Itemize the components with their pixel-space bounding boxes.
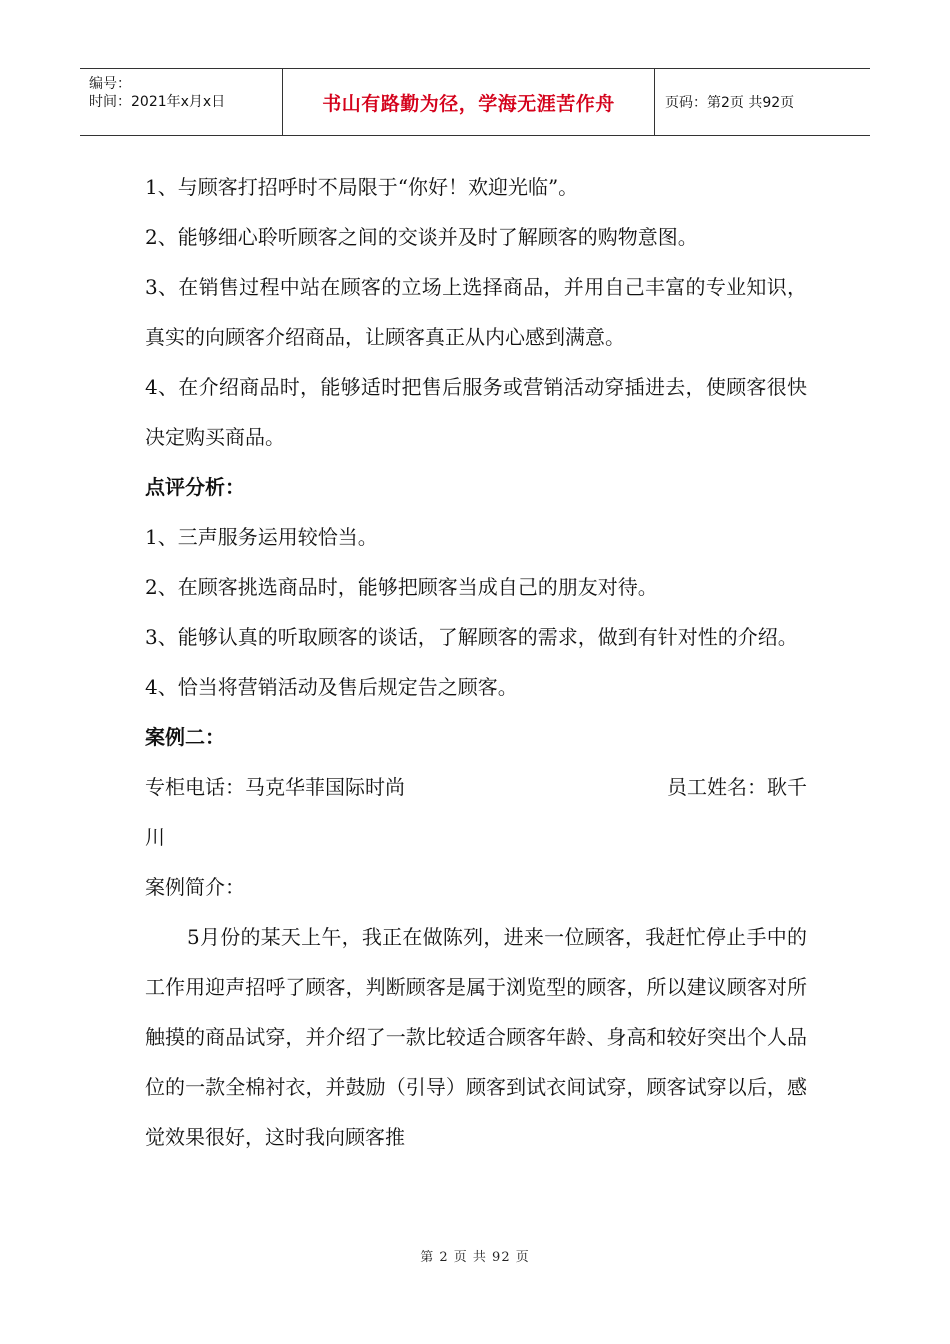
paragraph-1: 1、与顾客打招呼时不局限于“你好！欢迎光临”。 [145, 175, 579, 199]
date-label: 时间：2021年x月x日 [89, 94, 226, 110]
review-item-3: 3、能够认真的听取顾客的谈话，了解顾客的需求，做到有针对性的介绍。 [145, 625, 798, 649]
case-description: 5月份的某天上午，我正在做陈列，进来一位顾客，我赶忙停止手中的工作用迎声招呼了顾客，判断顾客是属于浏览型的顾客，所以建议顾客对所触摸的商品试穿，并介绍了一款比较适合顾客年龄、身高和较好突出个人品位的一款全棉衬衣，并鼓励（引导）顾客到试衣间试穿，顾客试穿以后，感觉效果很好，这时我向顾客推 [145, 925, 807, 1149]
case-two-heading: 案例二： [145, 725, 225, 749]
counter-phone-label: 专柜电话：马克华菲国际时尚 [145, 775, 405, 799]
staff-name-label: 员工姓名：耿千 [667, 775, 807, 799]
case-intro-label: 案例简介： [145, 875, 245, 899]
paragraph-4: 4、在介绍商品时，能够适时把售后服务或营销活动穿插进去，使顾客很快决定购买商品。 [145, 375, 807, 449]
review-heading: 点评分析： [145, 475, 245, 499]
page-header [80, 68, 870, 136]
case-info-row [145, 762, 807, 812]
review-item-4: 4、恰当将营销活动及售后规定告之顾客。 [145, 675, 518, 699]
review-item-2: 2、在顾客挑选商品时，能够把顾客当成自己的朋友对待。 [145, 575, 658, 599]
header-page-info: 页码：第2页 共92页 [665, 95, 795, 111]
paragraph-2: 2、能够细心聆听顾客之间的交谈并及时了解顾客的购物意图。 [145, 225, 698, 249]
page-footer: 第 2 页 共 92 页 [420, 1250, 530, 1265]
paragraph-3: 3、在销售过程中站在顾客的立场上选择商品，并用自己丰富的专业知识，真实的向顾客介绍商品，让顾客真正从内心感到满意。 [145, 275, 807, 349]
document-body [145, 162, 807, 1162]
header-meta-cell [80, 69, 283, 135]
staff-name-continued: 川 [145, 825, 165, 849]
serial-number-label: 编号： [89, 76, 131, 92]
header-motto: 书山有路勤为径，学海无涯苦作舟 [283, 69, 655, 135]
review-item-1: 1、三声服务运用较恰当。 [145, 525, 378, 549]
